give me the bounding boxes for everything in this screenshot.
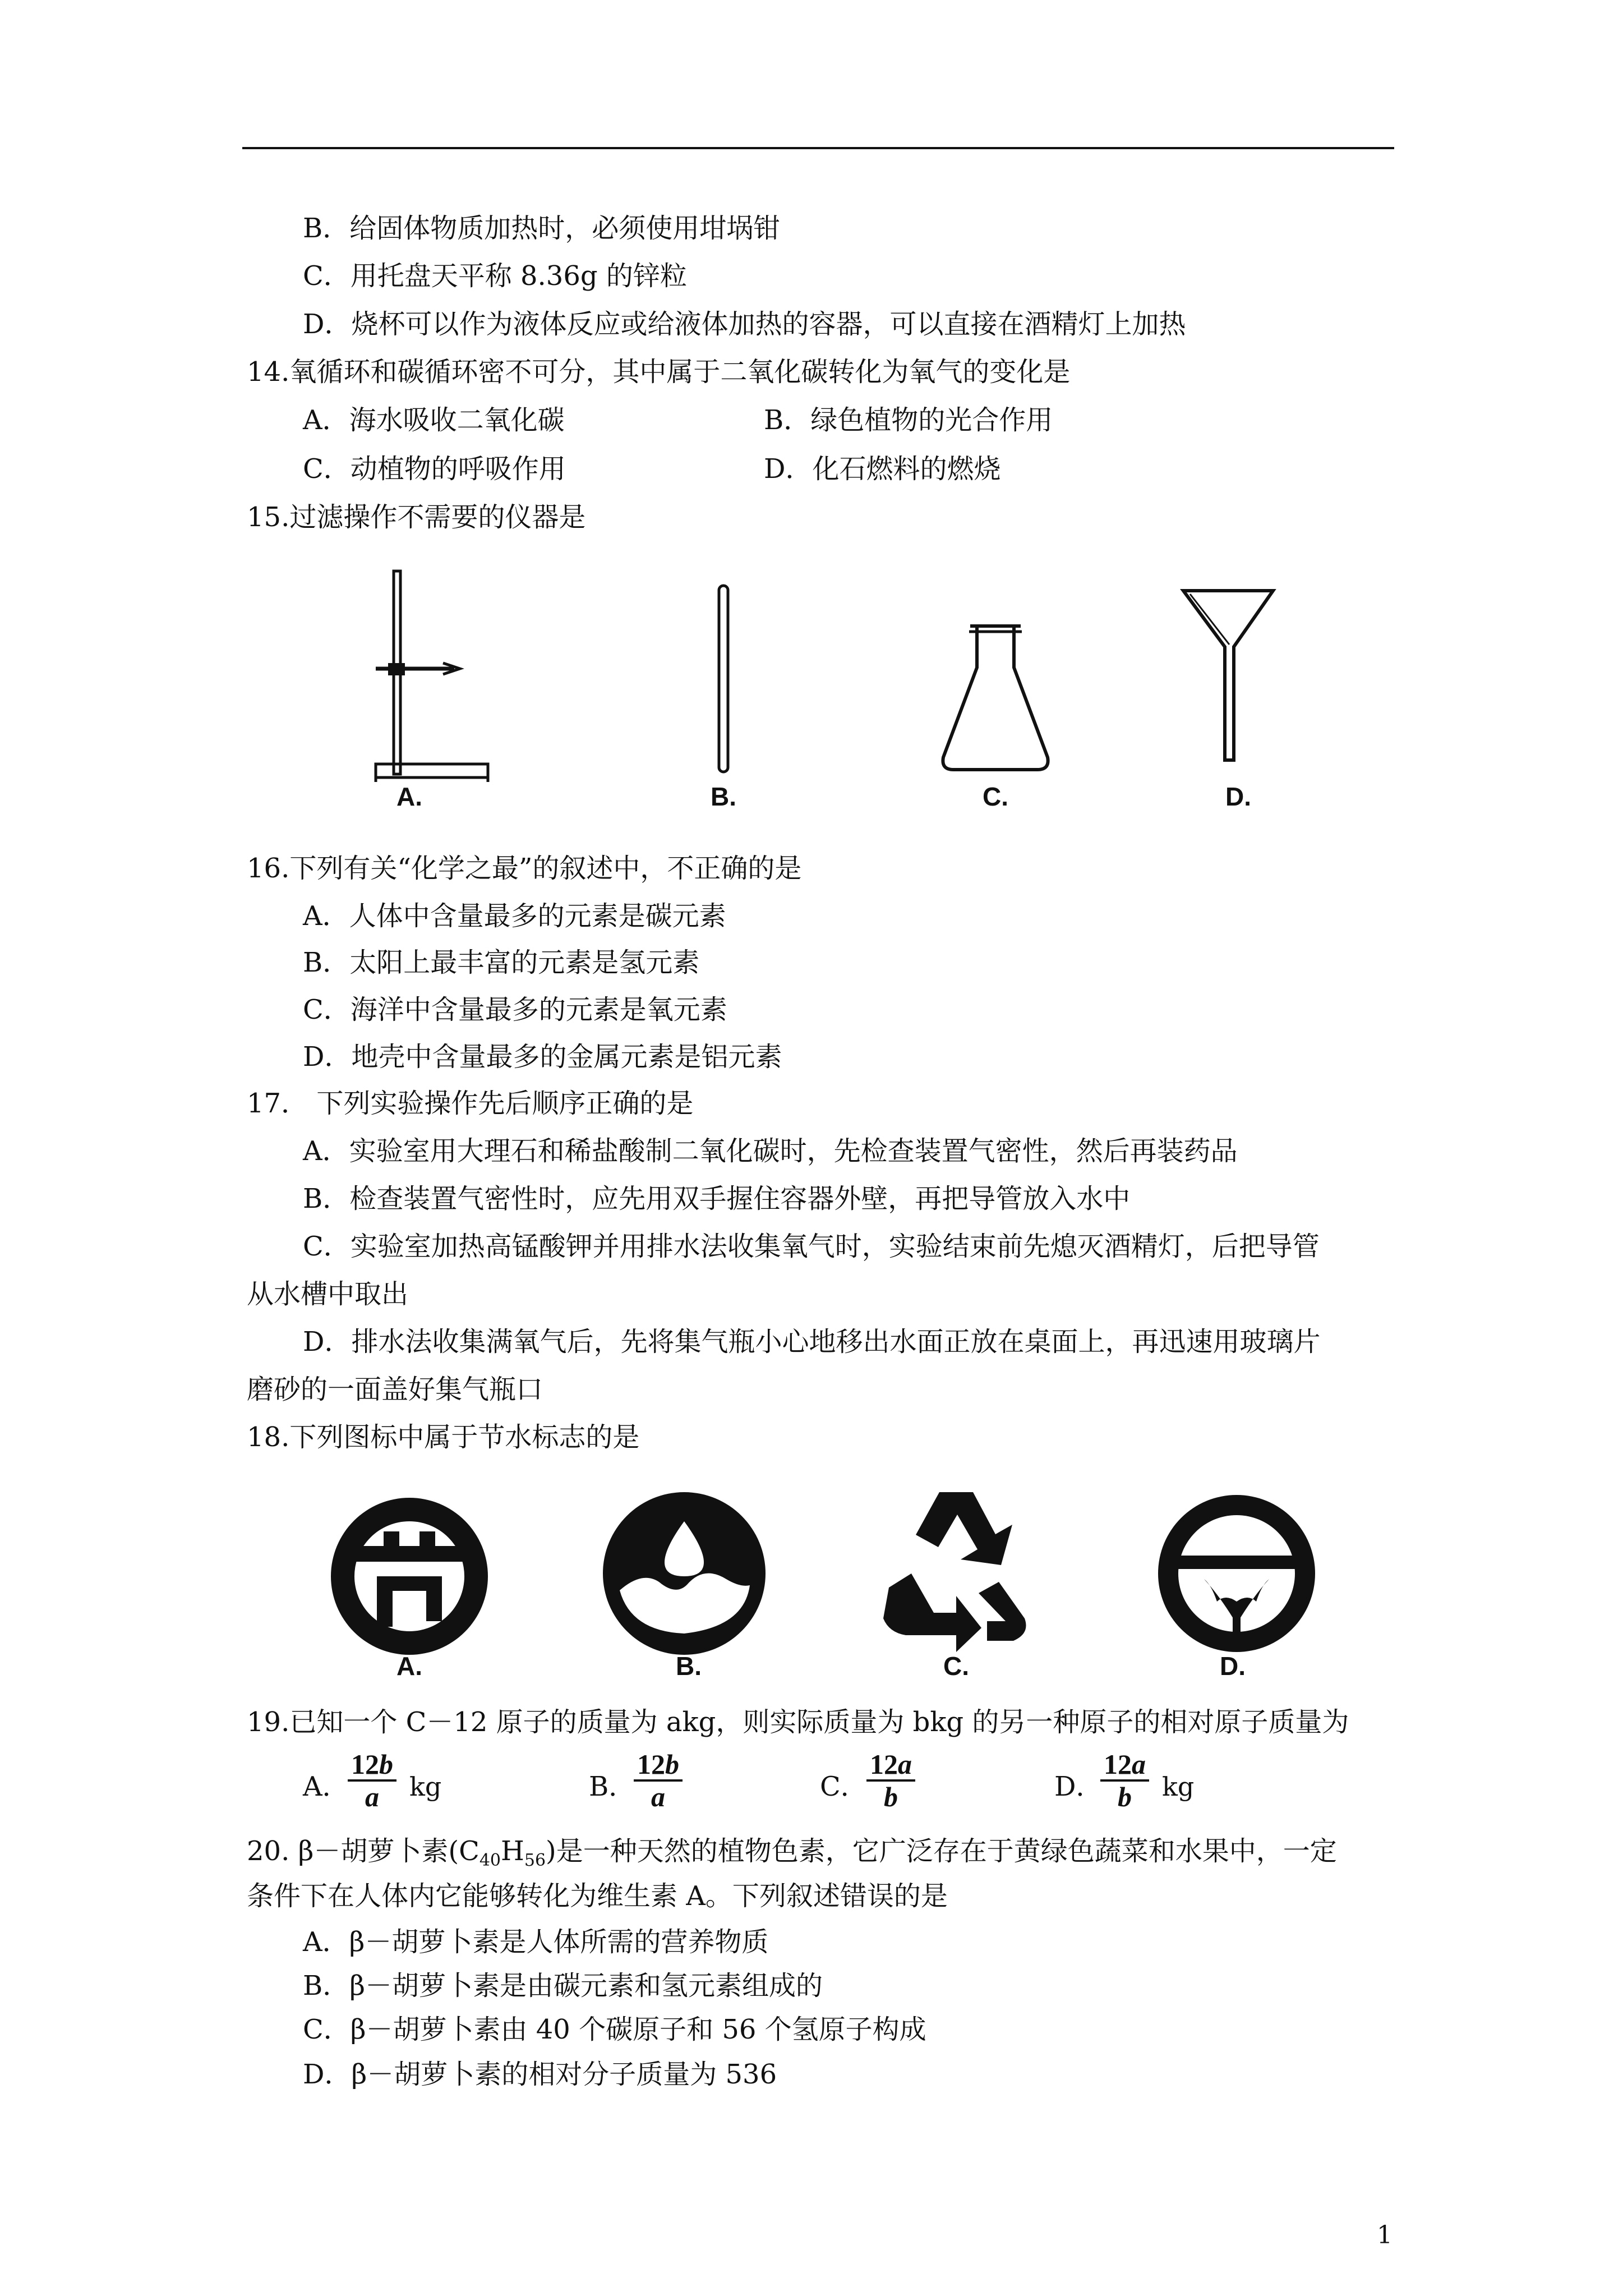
q19-d-coef: 12 (1104, 1749, 1132, 1780)
q19-stem: 19.已知一个 C－12 原子的质量为 akg，则实际质量为 bkg 的另一种原子的相对原子质量为 (247, 1706, 1349, 1738)
q20-stem-post: )是一种天然的植物色素，它广泛存在于黄绿色蔬菜和水果中，一定 (546, 1835, 1337, 1867)
q13-option-b: B．给固体物质加热时，必须使用坩埚钳 (303, 213, 781, 244)
q15-label-d: D. (1225, 782, 1251, 811)
q19-b-coef: 12 (637, 1749, 665, 1780)
q15-label-b: B. (711, 782, 736, 811)
water-drop-emblem-icon (597, 1487, 771, 1660)
q20-stem-line1 (247, 1834, 1337, 1878)
q17-option-a: A．实验室用大理石和稀盐酸制二氧化碳时，先检查装置气密性，然后再装药品 (303, 1135, 1238, 1167)
q16-option-b: B．太阳上最丰富的元素是氢元素 (303, 947, 700, 978)
q19-option-a-fraction (348, 1749, 396, 1812)
q19-option-a-letter: A． (303, 1771, 349, 1802)
q19-c-coef: 12 (870, 1749, 898, 1780)
conical-flask-figure (937, 623, 1054, 774)
q19-d-den: b (1118, 1781, 1132, 1812)
q19-c-den: b (884, 1781, 898, 1812)
q20-stem-mid: H (501, 1835, 524, 1867)
q17-stem: 17． 下列实验操作先后顺序正确的是 (247, 1088, 694, 1119)
q19-option-b-letter: B． (589, 1771, 636, 1802)
q16-stem: 16.下列有关“化学之最”的叙述中，不正确的是 (247, 853, 802, 884)
q19-a-coef: 12 (351, 1749, 379, 1780)
q16-option-d: D．地壳中含量最多的金属元素是铝元素 (303, 1041, 782, 1073)
q15-label-c: C. (983, 782, 1008, 811)
emblem-a-icon (325, 1492, 494, 1660)
q20-stem-pre: 20. β－胡萝卜素(C (247, 1835, 479, 1867)
q16-option-c: C．海洋中含量最多的元素是氧元素 (303, 994, 727, 1025)
q18-stem: 18.下列图标中属于节水标志的是 (247, 1421, 640, 1453)
q19-option-d-fraction (1100, 1749, 1149, 1812)
q19-a-den: a (365, 1781, 379, 1812)
q17-option-c-line1: C．实验室加热高锰酸钾并用排水法收集氧气时，实验结束前先熄灭酒精灯，后把导管 (303, 1231, 1320, 1262)
q14-option-d: D．化石燃料的燃烧 (764, 453, 1001, 485)
q20-option-a: A．β－胡萝卜素是人体所需的营养物质 (303, 1926, 769, 1958)
q19-option-c-letter: C． (820, 1771, 868, 1802)
iron-stand-figure (359, 567, 494, 785)
q14-option-a: A．海水吸收二氧化碳 (303, 404, 565, 436)
q14-stem: 14.氧循环和碳循环密不可分，其中属于二氧化碳转化为氧气的变化是 (247, 356, 1071, 388)
q16-option-a: A．人体中含量最多的元素是碳元素 (303, 900, 726, 932)
q20-sub-carbon: 40 (479, 1851, 501, 1870)
q20-option-b: B．β－胡萝卜素是由碳元素和氢元素组成的 (303, 1970, 823, 2001)
q19-b-den: a (651, 1781, 665, 1812)
q19-c-numvar: a (898, 1749, 912, 1780)
q14-option-c: C．动植物的呼吸作用 (303, 453, 566, 485)
q17-option-c-line2: 从水槽中取出 (247, 1278, 409, 1310)
q18-label-d: D. (1220, 1651, 1246, 1681)
q19-option-a-unit: kg (409, 1772, 442, 1802)
funnel-figure (1178, 586, 1279, 766)
header-rule (242, 147, 1394, 149)
q20-option-c: C．β－胡萝卜素由 40 个碳原子和 56 个氢原子构成 (303, 2014, 926, 2045)
q13-option-c: C．用托盘天平称 8.36g 的锌粒 (303, 260, 687, 292)
emblem-d-icon (1152, 1489, 1321, 1658)
q19-d-numvar: a (1132, 1749, 1146, 1780)
recycle-icon (866, 1481, 1046, 1660)
q19-a-numvar: b (379, 1749, 393, 1780)
q20-sub-hydrogen: 56 (524, 1851, 546, 1870)
q19-b-numvar: b (665, 1749, 679, 1780)
q20-option-d: D．β－胡萝卜素的相对分子质量为 536 (303, 2059, 777, 2090)
q20-stem-line2: 条件下在人体内它能够转化为维生素 A。下列叙述错误的是 (247, 1880, 948, 1912)
q19-option-b-fraction (634, 1749, 683, 1812)
glass-rod-figure (712, 583, 735, 774)
q18-label-c: C. (943, 1651, 969, 1681)
q18-label-b: B. (676, 1651, 702, 1681)
q14-option-b: B．绿色植物的光合作用 (764, 404, 1053, 436)
q15-label-a: A. (396, 782, 422, 811)
q18-label-a: A. (396, 1651, 422, 1681)
q19-option-d-unit: kg (1162, 1772, 1195, 1802)
q19-option-c-fraction (866, 1749, 915, 1812)
page-number: 1 (1377, 2221, 1393, 2249)
q17-option-b: B．检查装置气密性时，应先用双手握住容器外壁，再把导管放入水中 (303, 1183, 1131, 1214)
q17-option-d-line2: 磨砂的一面盖好集气瓶口 (247, 1374, 543, 1405)
q13-option-d: D．烧杯可以作为液体反应或给液体加热的容器，可以直接在酒精灯上加热 (303, 309, 1186, 340)
q15-stem: 15.过滤操作不需要的仪器是 (247, 501, 586, 533)
q19-option-d-letter: D． (1054, 1771, 1103, 1802)
q17-option-d-line1: D．排水法收集满氧气后，先将集气瓶小心地移出水面正放在桌面上，再迅速用玻璃片 (303, 1326, 1321, 1358)
